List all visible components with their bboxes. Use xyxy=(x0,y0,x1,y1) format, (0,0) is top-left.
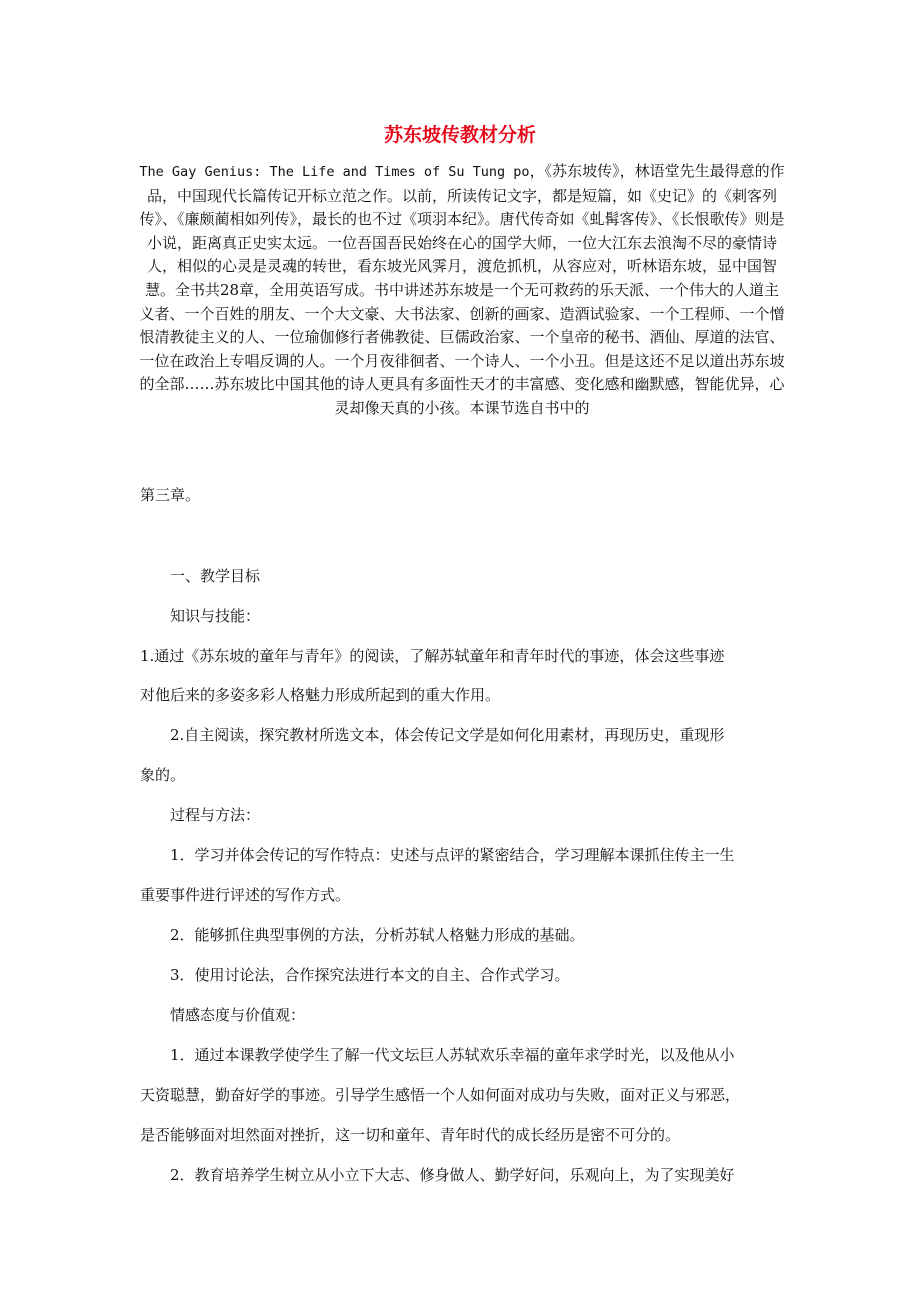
knowledge-heading: 知识与技能： xyxy=(170,607,261,625)
emotion-item-1-line-3: 是否能够面对坦然面对挫折，这一切和童年、青年时代的成长经历是密不可分的。 xyxy=(140,1126,681,1144)
process-item-1-line-1: 1．学习并体会传记的写作特点：史述与点评的紧密结合，学习理解本课抓住传主一生 xyxy=(170,846,735,864)
emotion-item-1-line-1: 1．通过本课教学使学生了解一代文坛巨人苏轼欢乐幸福的童年求学时光，以及他从小 xyxy=(170,1046,735,1064)
knowledge-item-2-line-2: 象的。 xyxy=(140,766,186,784)
knowledge-item-1-line-1: 1.通过《苏东坡的童年与青年》的阅读，了解苏轼童年和青年时代的事迹，体会这些事迹 xyxy=(140,647,725,665)
intro-paragraph xyxy=(138,160,786,421)
chapter-line: 第三章。 xyxy=(140,486,201,504)
document-title: 苏东坡传教材分析 xyxy=(383,124,536,146)
knowledge-item-1-line-2: 对他后来的多姿多彩人格魅力形成所起到的重大作用。 xyxy=(140,686,501,704)
intro-body-text: ，《苏东坡传》，林语堂先生最得意的作品，中国现代长篇传记开标立范之作。以前，所读传记文字，都是短篇，如《史记》的《刺客列传》、《廉颇蔺相如列传》，最长的也不过《项羽本纪》。唐代传奇如《虬髯客传》、《长恨歌传》则是小说，距离真正史实太远。一位吾国吾民始终在心的国学大师，一位大江东去浪淘不尽的豪情诗人，相似的心灵是灵魂的转世，看东坡光风霁月，渡危抓机，从容应对，听林语东坡，显中国智慧。全书共28章，全用英语写成。书中讲述苏东坡是一个无可救药的乐天派、一个伟大的人道主义者、一个百姓的朋友、一个大文豪、大书法家、创新的画家、造酒试验家、一个工程师、一个憎恨清教徒主义的人、一位瑜伽修行者佛教徒、巨儒政治家、一个皇帝的秘书、酒仙、厚道的法官、一位在政治上专唱反调的人。一个月夜徘徊者、一个诗人、一个小丑。但是这还不足以道出苏东坡的全部……苏东坡比中国其他的诗人更具有多面性天才的丰富感、变化感和幽默感，智能优异，心灵却像天真的小孩。本课节选自书中的 xyxy=(139,162,785,417)
emotion-item-2-line-1: 2．教育培养学生树立从小立下大志、修身做人、勤学好问，乐观向上，为了实现美好 xyxy=(170,1166,735,1184)
section-heading: 一、教学目标 xyxy=(170,567,261,585)
process-item-1-line-2: 重要事件进行评述的写作方式。 xyxy=(140,886,351,904)
process-item-2: 2．能够抓住典型事例的方法，分析苏轼人格魅力形成的基础。 xyxy=(170,926,585,944)
process-item-3: 3．使用讨论法，合作探究法进行本文的自主、合作式学习。 xyxy=(170,966,570,984)
intro-english-title: The Gay Genius: The Life and Times of Su Tung po xyxy=(139,164,530,180)
emotion-item-1-line-2: 天资聪慧，勤奋好学的事迹。引导学生感悟一个人如何面对成功与失败，面对正义与邪恶， xyxy=(140,1086,741,1104)
knowledge-item-2-line-1: 2.自主阅读，探究教材所选文本，体会传记文学是如何化用素材，再现历史，重现形 xyxy=(170,726,725,744)
process-heading: 过程与方法： xyxy=(170,806,261,824)
emotion-heading: 情感态度与价值观： xyxy=(170,1006,306,1024)
